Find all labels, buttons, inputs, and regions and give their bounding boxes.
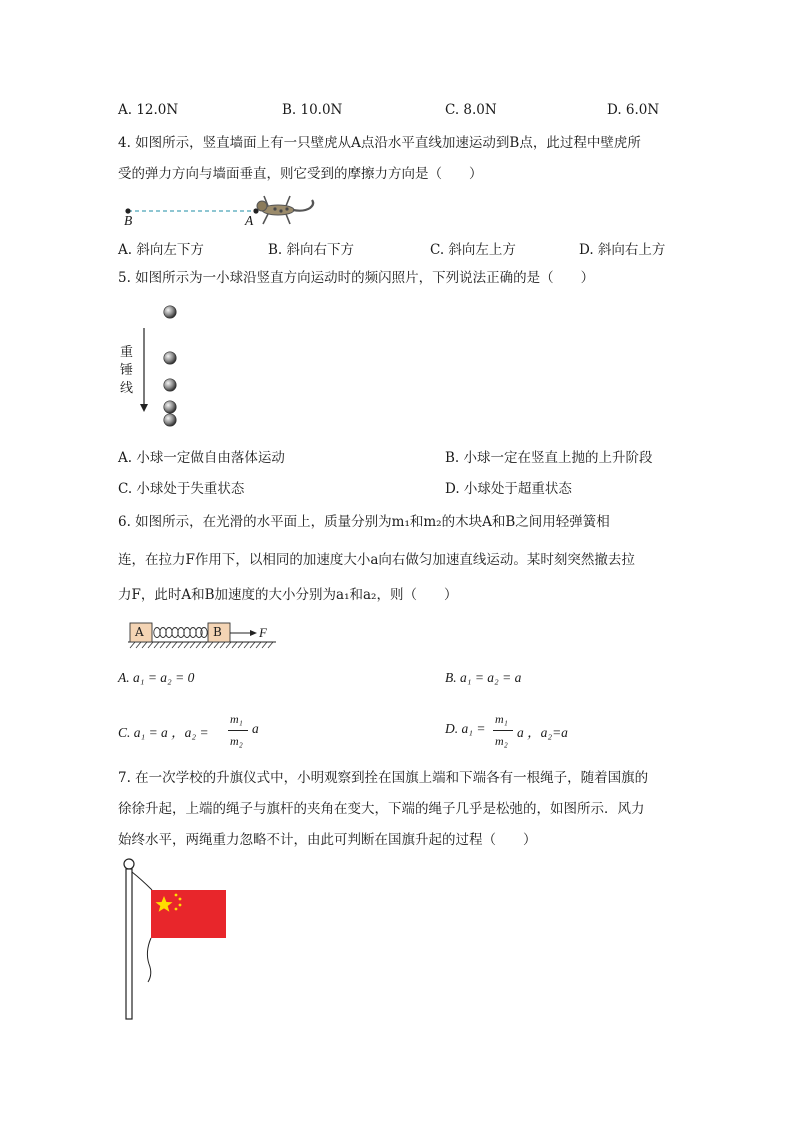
q6-option-b: B. a₁ = a₂ = a (445, 670, 522, 685)
plumb-line-label (120, 344, 133, 398)
flagpole-figure (118, 856, 238, 1026)
ball-1 (164, 306, 176, 318)
q6-option-c-numerator: m₁ (230, 712, 243, 726)
force-arrow-head-icon (250, 630, 257, 636)
q7-stem-line-2: 徐徐升起，上端的绳子与旗杆的夹角在变大，下端的绳子几乎是松弛的，如图所示．风力 (118, 801, 645, 817)
block-b-label: B (213, 625, 222, 639)
q6-stem-line-2: 连，在拉力F作用下，以相同的加速度大小a向右做匀加速直线运动。某时刻突然撤去拉 (118, 552, 635, 568)
spring (154, 628, 207, 638)
plumb-label-char-2: 锤 (120, 363, 134, 378)
q5-stem-line-1: 5. 如图所示为一小球沿竖直方向运动时的频闪照片，下列说法正确的是（ ） (118, 270, 595, 286)
q6-option-a: A. a₁ = a₂ = 0 (118, 670, 195, 685)
q6-option-d-fraction-bar (493, 730, 513, 731)
ball-2 (164, 352, 176, 364)
q4-option-c: C. 斜向左上方 (430, 242, 516, 258)
ball-3 (164, 379, 176, 391)
label-point-a: A (245, 213, 254, 228)
q6-option-c-prefix: C. a₁ = a ，a₂ = (118, 725, 209, 740)
ball-5 (164, 414, 176, 426)
force-label: F (259, 625, 267, 640)
label-point-b: B (124, 213, 133, 228)
q5-option-c: C. 小球处于失重状态 (118, 481, 245, 497)
q4-option-a: A. 斜向左下方 (118, 242, 204, 258)
gecko-icon (257, 196, 313, 224)
national-flag (151, 890, 226, 938)
q6-stem-line-1: 6. 如图所示，在光滑的水平面上，质量分别为m₁和m₂的木块A和B之间用轻弹簧相 (118, 514, 610, 530)
q7-stem-line-1: 7. 在一次学校的升旗仪式中，小明观察到拴在国旗上端和下端各有一根绳子，随着国旗的 (118, 770, 649, 786)
q5-option-d: D. 小球处于超重状态 (445, 481, 572, 497)
q4-option-b: B. 斜向右下方 (268, 242, 355, 258)
block-a-label: A (135, 625, 144, 639)
q3-option-c: C. 8.0N (445, 102, 497, 118)
strobe-photo-figure (130, 300, 190, 430)
upper-rope (132, 872, 152, 890)
q5-option-a: A. 小球一定做自由落体运动 (118, 450, 285, 466)
q6-stem-line-3: 力F，此时A和B加速度的大小分别为a₁和a₂，则（ ） (118, 587, 458, 603)
q4-stem-line-2: 受的弹力方向与墙面垂直，则它受到的摩擦力方向是（ ） (118, 166, 483, 182)
q3-option-d: D. 6.0N (607, 102, 660, 118)
pole-top-ball (124, 859, 134, 869)
q6-option-d-prefix: D. a₁ = (445, 721, 486, 736)
plumb-label-char-3: 线 (120, 381, 134, 396)
q6-option-c-denominator: m₂ (230, 734, 243, 748)
q3-option-a: A. 12.0N (118, 102, 179, 118)
q4-stem-line-1: 4. 如图所示，竖直墙面上有一只壁虎从A点沿水平直线加速运动到B点，此过程中壁虎所 (118, 135, 641, 151)
q6-option-d-numerator: m₁ (495, 712, 508, 726)
q6-option-c-fraction-bar (228, 730, 248, 731)
q4-option-d: D. 斜向右上方 (579, 242, 666, 258)
q3-option-b: B. 10.0N (282, 102, 343, 118)
ground-hatching (130, 642, 273, 648)
q6-option-c-suffix: a (252, 721, 259, 736)
q7-stem-line-3: 始终水平，两绳重力忽略不计，由此可判断在国旗升起的过程（ ） (118, 832, 537, 848)
spring-blocks-figure (128, 622, 278, 652)
plumb-label-char-1: 重 (120, 345, 134, 360)
ball-4 (164, 401, 176, 413)
lower-rope (147, 938, 151, 982)
plumb-arrow-icon (140, 404, 148, 412)
q6-option-d-denominator: m₂ (495, 734, 508, 748)
flagpole (126, 869, 132, 1019)
q6-option-d-suffix: a ，a₂=a (517, 725, 568, 740)
q5-option-b: B. 小球一定在竖直上抛的上升阶段 (445, 450, 653, 466)
gecko-figure (118, 192, 318, 232)
